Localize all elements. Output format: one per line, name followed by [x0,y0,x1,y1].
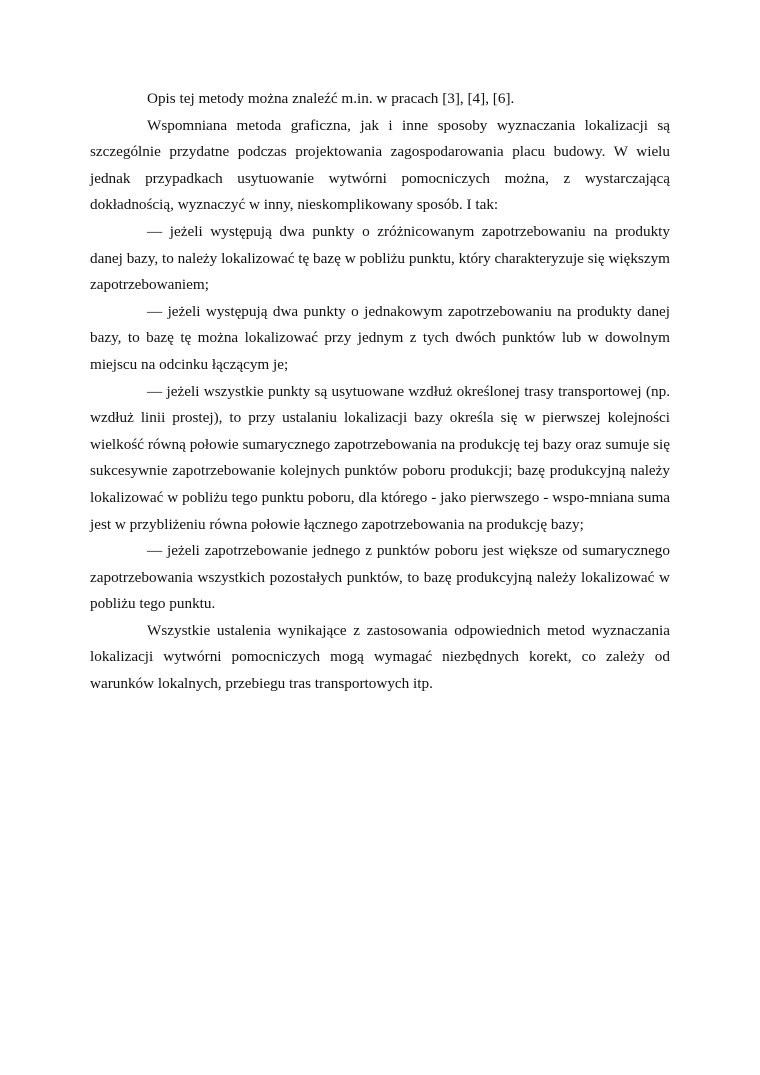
body-text [90,86,670,698]
paragraph-graphical-method: Wspomniana metoda graficzna, jak i inne sposoby wyznaczania lokalizacji są szczególnie przydatne podczas projektowania zagospodarowania placu budowy. W wielu jednak przypadkach usytuowanie wytwórni pomocniczych można, z wystarczającą dokładnością, wyznaczyć w inny, nieskomplikowany sposób. I tak: [90,116,670,214]
list-item-two-points-different: — jeżeli występują dwa punkty o zróżnicowanym zapotrzebowaniu na produkty danej bazy, to należy lokalizować tę bazę w pobliżu punktu, który charakteryzuje się większym zapotrzebowaniem; [90,222,670,294]
list-item-dominant-point: — jeżeli zapotrzebowanie jednego z punktów poboru jest większe od sumarycznego zapotrzebowania wszystkich pozostałych punktów, to bazę produkcyjną należy lokalizować w pobliżu tego punktu. [90,542,670,613]
paragraph-sources: Opis tej metody można znaleźć m.in. w pracach [3], [4], [6]. [147,90,515,107]
paragraph-conclusion: Wszystkie ustalenia wynikające z zastosowania odpowiednich metod wyznaczania lokalizacji wytwórni pomocniczych mogą wymagać niezbędnych korekt, co zależy od warunków lokalnych, przebiegu tras transportowych itp. [90,621,670,693]
list-item-two-points-equal: — jeżeli występują dwa punkty o jednakowym zapotrzebowaniu na produkty danej bazy, to bazę tę można lokalizować przy jednym z tych dwóch punktów lub w dowolnym miejscu na odcinku łączącym je; [90,302,670,373]
list-item-points-along-route: — jeżeli wszystkie punkty są usytuowane wzdłuż określonej trasy transportowej (np. wzdłuż linii prostej), to przy ustalaniu lokalizacji bazy określa się w pierwszej kolejności wielkość równą połowie sumarycznego zapotrzebowania na produkcję tej bazy oraz sumuje się sukcesywnie zapotrzebowanie kolejnych punktów poboru produkcji; bazę produkcyjną należy lokalizować w pobliżu tego punktu poboru, dla którego - jako pierwszego - wspo-mniana suma jest w przybliżeniu równa połowie łącznego zapotrzebowania na produkcję bazy; [90,382,670,533]
